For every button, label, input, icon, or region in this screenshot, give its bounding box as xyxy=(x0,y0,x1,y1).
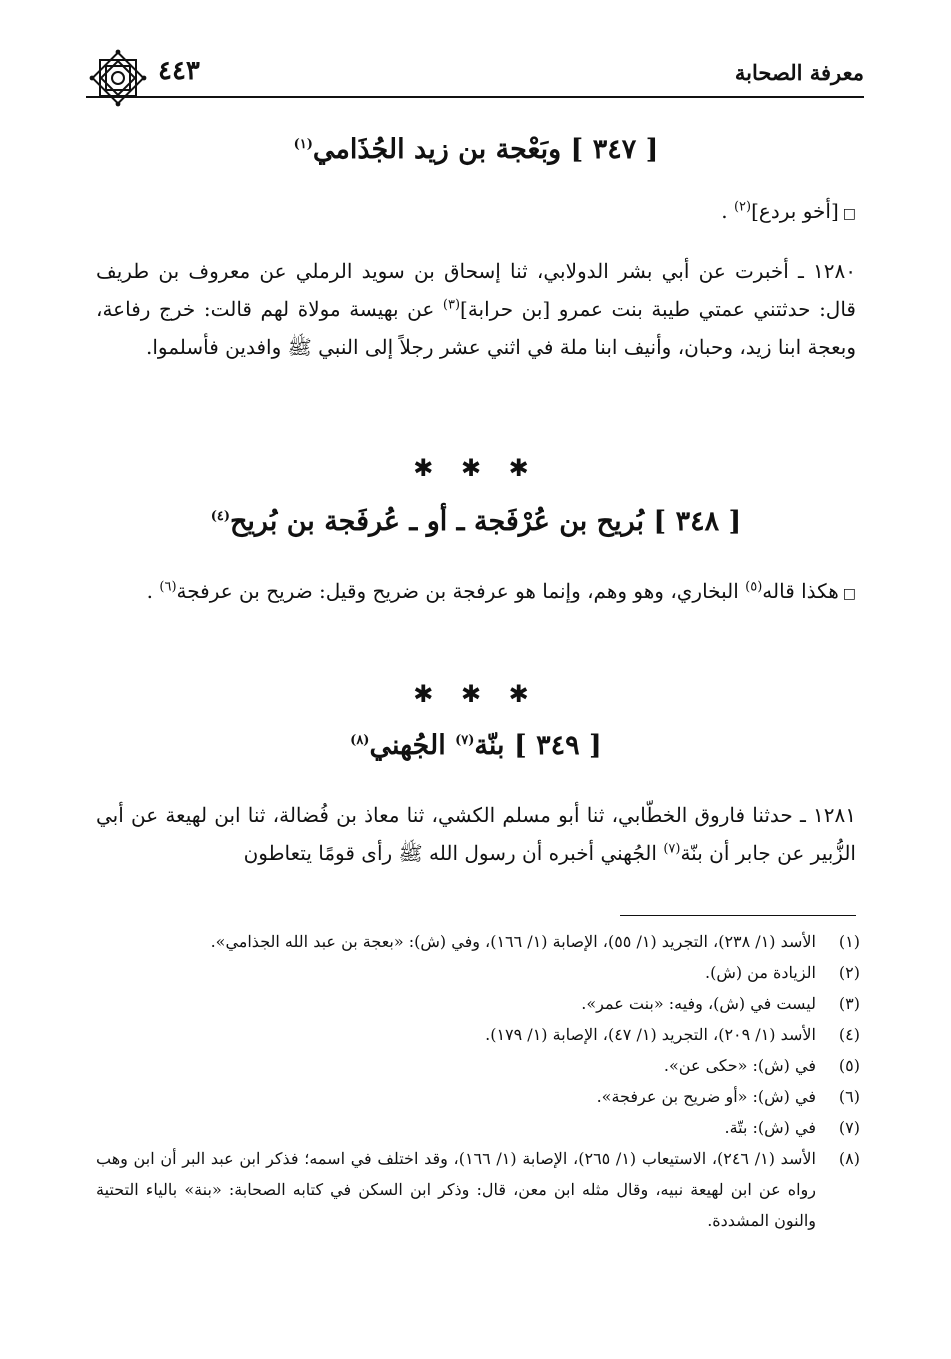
footnote-ref: (٧) xyxy=(455,733,475,748)
hadith-1280-text: ١٢٨٠ ـ أخبرت عن أبي بشر الدولابي، ثنا إسحاق بن سويد الرملي عن معروف بن طريف قال: حدثتني عمتي طيبة بنت عمرو [بن حرابة] xyxy=(96,259,856,321)
footnote-ref: (٤) xyxy=(210,509,230,524)
hadith-1281-text-a: ١٢٨١ ـ حدثنا فاروق الخطّابي، ثنا أبو مسلم الكشي، ثنا معاذ بن فُضالة، ثنا ابن لهيعة عن أبي الزُّبير عن جابر أن بنّة xyxy=(96,803,856,865)
square-marker-icon: □ xyxy=(842,586,856,602)
footnote-text: الزيادة من (ش). xyxy=(704,963,816,982)
entry-349-title-b: الجُهني xyxy=(369,730,456,761)
footnote-text: في (ش): بتّة. xyxy=(724,1118,816,1137)
footnote-item xyxy=(96,926,860,957)
section-separator: ✱ ✱ ✱ xyxy=(413,454,539,482)
footnote-text: الأسد (١/ ٢٤٦)، الاستيعاب (١/ ٢٦٥)، الإصابة (١/ ١٦٦)، وقد اختلف في اسمه؛ فذكر ابن عبد البر أن ابن وهب رواه عن ابن لهيعة نبيه، وقال مثله ابن معن، قال: وذكر ابن السكن في كتابه الصحابة: «بنة» بالياء التحتية والنون المشددة. xyxy=(96,1149,816,1230)
hadith-1280-tail: عن بهيسة مولاة لهم قالت: خرج رفاعة، وبعجة ابنا زيد، وحبان، وأنيف ابنا ملة في اثني عشر رجلاً إلى النبي ﷺ وافدين فأسلموا. xyxy=(96,297,856,359)
footnote-number: (٦) xyxy=(838,1087,860,1106)
entry-347-note xyxy=(96,192,856,233)
footnote-number: (٢) xyxy=(838,963,860,982)
entry-348-text-a: هكذا قاله xyxy=(762,579,839,603)
footnote-number: (٥) xyxy=(838,1056,860,1075)
footnote-ref: (٢) xyxy=(733,199,752,215)
footnote-ref: (٦) xyxy=(159,579,177,595)
entry-347-title: [ ٣٤٧ ] وبَعْجة بن زيد الجُذَامي xyxy=(312,134,659,165)
entry-347-heading xyxy=(96,134,856,165)
entry-347-note-tail: . xyxy=(721,199,734,223)
square-marker-icon: □ xyxy=(842,206,856,222)
footnote-item xyxy=(96,988,860,1019)
entry-349-heading xyxy=(96,730,856,761)
hadith-1280 xyxy=(96,252,856,366)
footnote-item xyxy=(96,1019,860,1050)
running-title: معرفة الصحابة xyxy=(734,60,864,85)
footnote-number: (٧) xyxy=(838,1118,860,1137)
footnote-ref: (٣) xyxy=(442,297,461,313)
footnote-number: (٣) xyxy=(838,994,860,1013)
footnote-text: الأسد (١/ ٢٠٩)، التجريد (١/ ٤٧)، الإصابة (١/ ١٧٩). xyxy=(485,1025,816,1044)
footnotes xyxy=(96,926,860,1236)
page-number: ٤٤٣ xyxy=(158,56,200,86)
entry-347-note-text: [أخو بردع] xyxy=(751,199,839,223)
entry-349-title-a: [ ٣٤٩ ] بنّة xyxy=(474,730,602,761)
footnote-number: (١) xyxy=(838,932,860,951)
footnote-ref: (١) xyxy=(293,137,313,152)
footnote-ref: (٧) xyxy=(663,841,681,857)
footnote-divider xyxy=(620,915,856,916)
footnote-ref: (٨) xyxy=(350,733,370,748)
footnote-text: في (ش): «أو ضريح بن عرفجة». xyxy=(596,1087,816,1106)
footnote-item xyxy=(96,957,860,988)
entry-348-title: [ ٣٤٨ ] بُريح بن عُرْفَجة ـ أو ـ عُرفَجة بن بُريح xyxy=(229,506,742,537)
entry-348-tail: . xyxy=(146,579,160,603)
footnote-text: ليست في (ش)، وفيه: «بنت عمر». xyxy=(581,994,816,1013)
section-separator: ✱ ✱ ✱ xyxy=(413,680,539,708)
page-header xyxy=(86,52,864,98)
footnote-text: في (ش): «حكى عن». xyxy=(663,1056,816,1075)
hadith-1281-text-b: الجُهني أخبره أن رسول الله ﷺ رأى قومًا يتعاطون xyxy=(243,841,664,865)
entry-348-text-b: البخاري، وهو وهم، وإنما هو عرفجة بن ضريح وقيل: ضريح بن عرفجة xyxy=(176,579,746,603)
footnote-item xyxy=(96,1143,860,1236)
footnote-number: (٨) xyxy=(838,1149,860,1168)
footnote-item xyxy=(96,1050,860,1081)
entry-348-heading xyxy=(96,506,856,537)
entry-348-note xyxy=(96,572,856,613)
hadith-1281 xyxy=(96,796,856,872)
footnote-ref: (٥) xyxy=(745,579,763,595)
footnote-text: الأسد (١/ ٢٣٨)، التجريد (١/ ٥٥)، الإصابة (١/ ١٦٦)، وفي (ش): «بعجة بن عبد الله الجذامي». xyxy=(210,932,816,951)
footnote-item xyxy=(96,1112,860,1143)
footnote-item xyxy=(96,1081,860,1112)
footnote-number: (٤) xyxy=(838,1025,860,1044)
octagram-ornament-icon xyxy=(86,46,150,110)
